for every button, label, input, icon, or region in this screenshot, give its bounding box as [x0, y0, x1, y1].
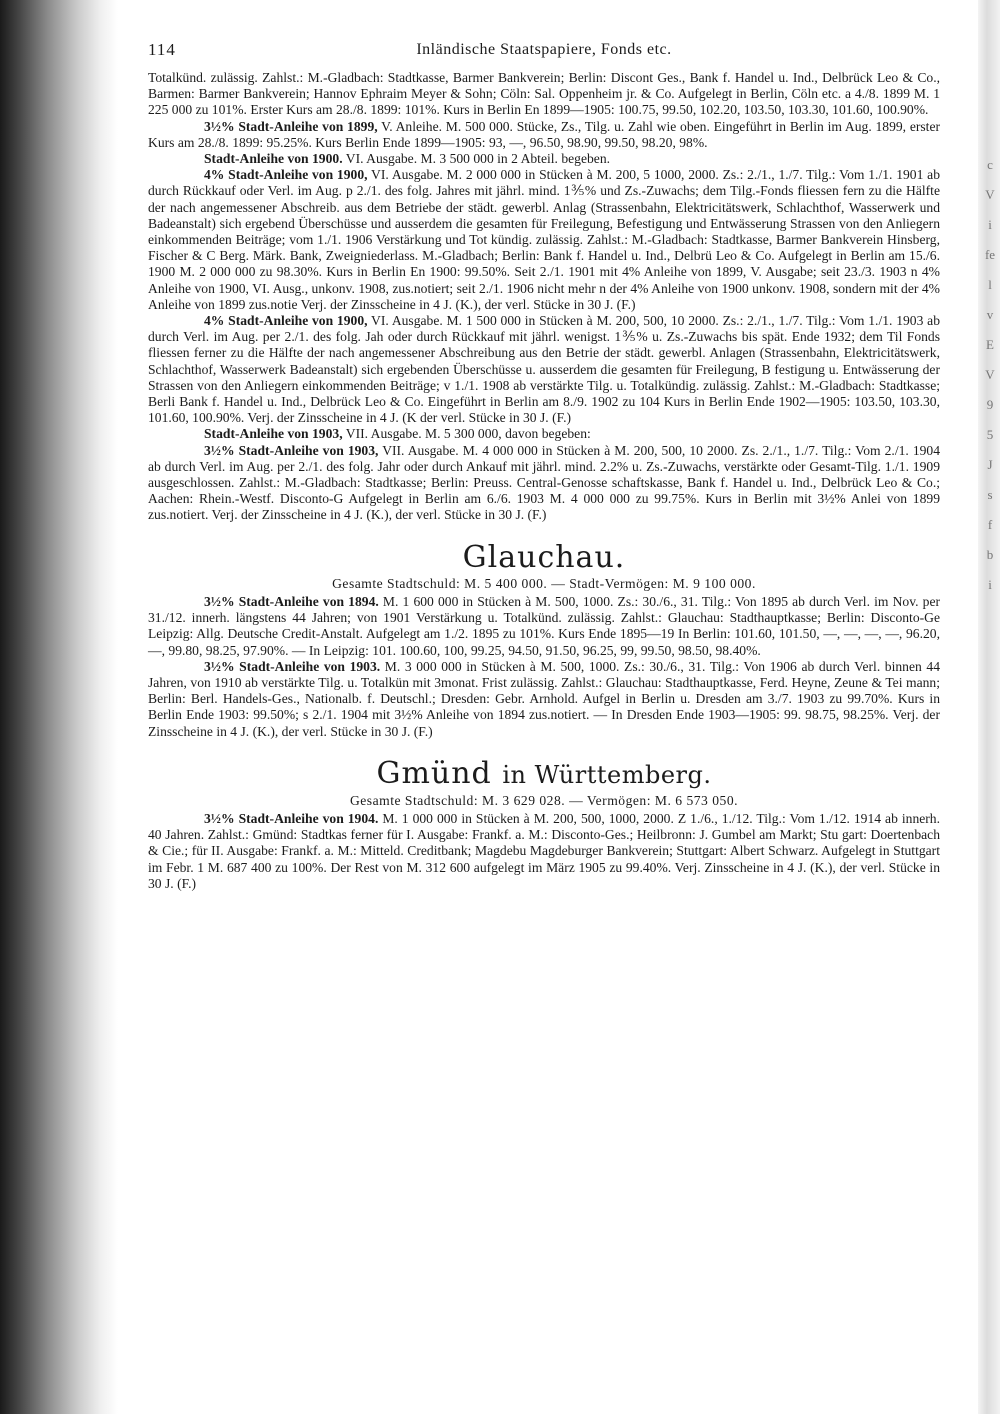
- running-title: Inländische Staatspapiere, Fonds etc.: [416, 41, 672, 58]
- city-title-sub: in Württemberg.: [502, 760, 712, 789]
- bond-entry-glauchau-1903: [148, 659, 940, 740]
- bond-entry-1903-a: [148, 443, 940, 524]
- city-debt-summary: Gesamte Stadtschuld: M. 3 629 028. — Vermögen: M. 6 573 050.: [349, 792, 739, 808]
- bond-text: V. Anleihe. M. 500 000. Stücke, Zs., Tilg. u. Zahl wie oben. Eingeführt in Berlin im Aug. 1899, erster Kurs am 28./8. 1899: 95.25%. Kurs Berlin Ende 1899—1905: 93, —, 96.50, 98.90, 99.50, 98.20, 98%.: [148, 118, 941, 150]
- bond-entry-1900: [148, 151, 940, 167]
- city-title-main: Gmünd: [376, 755, 492, 791]
- bond-heading: Stadt-Anleihe von 1900.: [204, 151, 343, 167]
- bond-text: VI. Ausgabe. M. 2 000 000 in Stücken à M. 200, 5 1000, 2000. Zs.: 2./1., 1./7. Tilg.: Vom 1./1. 1901 ab durch Rückkauf oder Verl. im Aug. p 2./1. des folg. Jahres mit jährl. mind. 1⅗% und Zs.-Zuwachs; dem Tilg.-Fonds fliessen fern zu die Hälfte der nach angemessener Abschreib. aus dem Betriebe der städt. gewerbl. Anlag (Strassenbahn, Elektricitätswerk, Schlachthof, Wasserwerk und Badeanstalt) sich ergebend Überschüsse und ausserdem die gesamten für Freilegung, Befestigung und Entwässerung Strassen von den Anliegern einkommenden Beiträge; vom 1./1. 1906 Verstärkung und Tot kündig. zulässig. Zahlst.: M.-Gladbach: Stadtkasse, Barmer Bankverein Hinsberg, Fischer & C Berg. Märk. Bank, Zweigniederlass. M.-Gladbach; Berlin: Bank f. Handel u. Ind., Delbrü Leo & Co. Aufgelegt in Berlin am 15./6. 1900 M. 2 000 000 zu 98.30%. Kurs in Berlin En 1900: 99.50%. Seit 2./1. 1901 mit 4% Anleihe von 1899, V. Ausgabe; seit 23./3. 1903 n 4% Anleihe von 1900, VI. Ausg., unkonv. 1908, zus.notiert; seit 2./1. 1906 nicht mehr n der 4% Anleihe von 1900 unkonv. 1908, sondern mit der 4% Anleihe von 1899 zus.notie Verj. der Zinsscheine in 4 J. (K.), der verl. Stücke in 30 J. (F.): [148, 167, 940, 312]
- edge-fragment: V: [985, 187, 995, 202]
- edge-fragment: 9: [986, 397, 994, 412]
- bond-text: M. 3 000 000 in Stücken à M. 500, 1000. Zs.: 30./6., 31. Tilg.: Von 1906 ab durch Verl. binnen 44 Jahren, von 1910 ab verstärkte Tilg. u. Totalkün mit 3monat. Frist zulässig. Zahlst.: Glauchau: Stadthauptkasse, Ferd. Heyne, Zeune & Tei mann; Berlin: Berl. Handels-Ges., Nationalb. f. Deutschl.; Dresden: Gebr. Arnhold. Aufgel in Berlin u. Dresden am 3./7. 1903 zu 99.70%. Kurs in Berlin Ende 1903: 99.50%; s 2./1. 1904 mit 3½% Anleihe von 1894 zus.notiert. — In Dresden Ende 1903—1905: 99. 98.75, 98.25%. Verj. der Zinsscheine in 4 J. (K.), der verl. Stücke in 30 J. (F.): [148, 658, 940, 739]
- bond-entry-glauchau-1894: [148, 594, 940, 659]
- bond-heading: 3½% Stadt-Anleihe von 1904.: [204, 810, 379, 826]
- edge-fragment: i: [988, 217, 992, 232]
- page-header: [148, 30, 940, 70]
- edge-fragment: c: [987, 157, 993, 172]
- bond-heading: 3½% Stadt-Anleihe von 1899,: [204, 118, 378, 134]
- bond-heading: 3½% Stadt-Anleihe von 1903,: [204, 442, 379, 458]
- city-heading-glauchau: Glauchau.: [462, 539, 626, 575]
- bond-text: VI. Ausgabe. M. 3 500 000 in 2 Abteil. begeben.: [342, 151, 611, 167]
- edge-fragment: fe: [984, 247, 996, 262]
- bond-entry-1900-b: [148, 313, 940, 426]
- edge-fragment: V: [985, 367, 995, 382]
- city-debt-summary: Gesamte Stadtschuld: M. 5 400 000. — Stadt-Vermögen: M. 9 100 000.: [332, 575, 756, 591]
- book-gutter-shadow: [0, 0, 118, 1414]
- bond-heading: Stadt-Anleihe von 1903,: [204, 426, 343, 442]
- edge-fragment: s: [987, 487, 993, 502]
- bond-heading: 3½% Stadt-Anleihe von 1894.: [204, 593, 379, 609]
- bond-heading: 3½% Stadt-Anleihe von 1903.: [204, 658, 381, 674]
- city-heading-gmuend: [148, 756, 940, 793]
- bond-entry-1899: [148, 119, 940, 151]
- facing-page-edge: [978, 0, 1000, 1414]
- bond-entry-1903: [148, 426, 940, 442]
- edge-fragment: f: [987, 517, 993, 532]
- bond-text: VII. Ausgabe. M. 4 000 000 in Stücken à M. 200, 500, 10 2000. Zs. 2./1., 1./7. Tilg.: Vom 2./1. 1904 ab durch Verl. im Aug. per 2./1. des folg. Jahr oder durch Ankauf mit jährl. mind. 2.2% u. Zs.-Zuwachs, verstärkte oder Gesamt-Tilg. 1./1. 1909 ausgeschlossen. Zahlst.: M.-Gladbach: Stadtkasse; Berlin: Preuss. Central-Genosse schaftskasse, Bank f. Handel u. Ind., Delbrück Leo & Co.; Aachen: Rhein.-Westf. Disconto-G Aufgelegt in Berlin am 6./6. 1903 M. 4 000 000 zu 99.75%. Kurs in Berlin mit 3½% Anlei von 1899 zus.notiert. Verj. der Zinsscheine in 4 J. (K.), der verl. Stücke in 30 J. (F.): [148, 442, 941, 523]
- bond-text: M. 1 000 000 in Stücken à M. 200, 500, 1000, 2000. Z 1./6., 1./12. Tilg.: Vom 1./12. 1914 ab innerh. 40 Jahren. Zahlst.: Gmünd: Stadtkas ferner für I. Ausgabe: Frankf. a. M.: Disconto-Ges.; Heilbronn: J. Gumbel am Markt; Stu gart: Doertenbach & Cie.; für II. Ausgabe: Frankf. a. M.: Mitteld. Creditbank; Magdebu Magdeburger Bankverein; Stuttgart: Albert Schwarz. Aufgelegt in Stuttgart im Febr. 1 M. 687 400 zu 100%. Der Rest von M. 312 600 aufgelegt im März 1905 zu 99.40%. Verj. Zinsscheine in 4 J. (K.), der verl. Stücke in 30 J. (F.): [148, 810, 940, 891]
- edge-fragment: 5: [986, 427, 994, 442]
- bond-text: M. 1 600 000 in Stücken à M. 500, 1000. Zs.: 30./6., 31. Tilg.: Von 1895 ab durch Verl. im Nov. per 31./12. innerh. längstens 44 Jahren; von 1901 Verstärkung u. Totalkünd. zulässig. Zahlst.: Glauchau: Stadthauptkasse; Berlin: Disconto-Ge Leipzig: Allg. Deutsche Credit-Anstalt. Aufgelegt am 1./2. 1895 zu 101%. Kurs Ende 1895—19 In Berlin: 101.60, 101.50, —, —, —, —, 96.20, —, 99.80, 98.25, 97.90%. — In Leipzig: 101. 100.60, 100, 99.25, 94.50, 91.50, 96.25, 99, 99.50, 98.50, 98.40%.: [148, 593, 941, 658]
- bond-entry-1900-a: [148, 167, 940, 313]
- edge-fragment: i: [988, 577, 992, 592]
- edge-fragment: v: [986, 307, 994, 322]
- edge-fragment: J: [987, 457, 993, 472]
- facing-page-fragments: [982, 150, 998, 600]
- bond-heading: 4% Stadt-Anleihe von 1900,: [204, 167, 368, 183]
- page-content: [148, 30, 940, 892]
- bond-entry-gmuend-1904: [148, 811, 940, 892]
- edge-fragment: l: [988, 277, 992, 292]
- text-paragraph: Totalkünd. zulässig. Zahlst.: M.-Gladbach: Stadtkasse, Barmer Bankverein; Berlin: Discont Ges., Bank f. Handel u. Ind., Delbrück Leo & Co., Barmen: Barmer Bankverein; Hannov Ephraim Meyer & Sohn; Cöln: Sal. Oppenheim jr. & Co. Aufgelegt in Berlin, Cöln etc. a 4./8. 1899 M. 1 225 000 zu 101%. Erster Kurs am 28./8. 1899: 101%. Kurs in Berlin En 1899—1905: 100.75, 99.50, 102.20, 103.50, 103.30, 101.60, 100.90%.: [148, 70, 940, 118]
- page-number: 114: [148, 40, 176, 59]
- edge-fragment: b: [986, 547, 994, 562]
- bond-heading: 4% Stadt-Anleihe von 1900,: [204, 313, 368, 329]
- edge-fragment: E: [986, 337, 994, 352]
- bond-text: VI. Ausgabe. M. 1 500 000 in Stücken à M. 200, 500, 10 2000. Zs.: 2./1., 1./7. Tilg.: Vom 1./1. 1903 ab durch Verl. im Aug. per 2./1. des folg. Jah oder durch Rückkauf mit jährl. wenigst. 1⅗% u. Zs.-Zuwachs bis spät. Ende 1932; dem Til Fonds fliessen ferner zu die Hälfte der nach angemessener Abschreibung aus den Betrie der städt. gewerbl. Anlagen (Strassenbahn, Elektricitätswerk, Schlachthof, Wasserwerk Badeanstalt) sich ergebenden Überschüsse u. ausserdem die gesamten für Freilegung, B festigung u. Entwässerung der Strassen von den Anliegern einkommenden Beiträge; v 1./1. 1908 ab verstärkte Tilg. u. Totalkündig. zulässig. Zahlst.: M.-Gladbach: Stadtkasse; Berli Bank f. Handel u. Ind., Delbrück Leo & Co. Eingeführt in Berlin am 8./9. 1902 zu 104 Kurs in Berlin Ende 1902—1905: 103.50, 103.30, 101.60, 100.90%. Verj. der Zinsscheine in 4 J. (K der verl. Stücke in 30 J. (F.): [148, 313, 940, 426]
- bond-text: VII. Ausgabe. M. 5 300 000, davon begeben:: [342, 426, 591, 442]
